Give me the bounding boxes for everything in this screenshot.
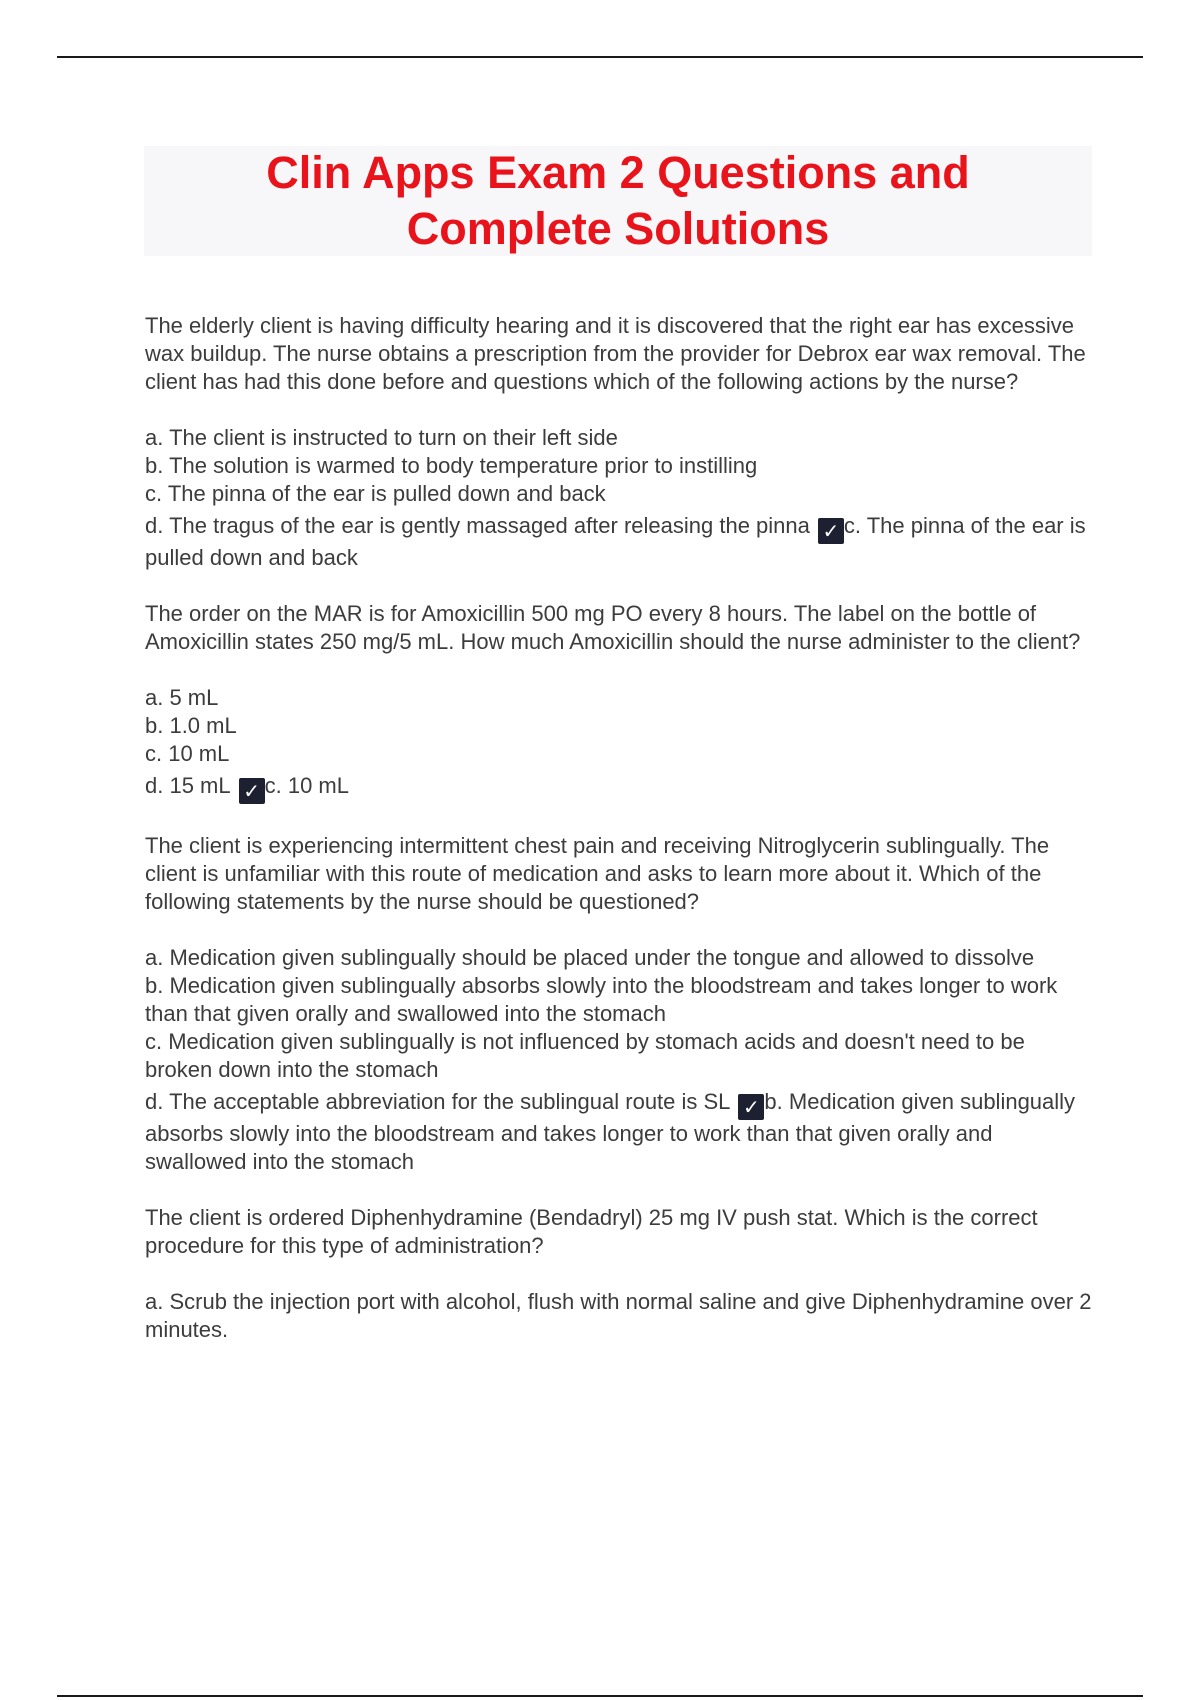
question-3-prompt: The client is experiencing intermittent chest pain and receiving Nitroglycerin sublingually. The client is unfamiliar with this route of medication and asks to learn more about it. Which of the following statements by the nurse should be questioned? (145, 833, 1050, 914)
document-title-line-2: Complete Solutions (406, 203, 830, 254)
question-2-option-b: b. 1.0 mL (145, 713, 237, 738)
question-1-prompt: The elderly client is having difficulty hearing and it is discovered that the right ear has excessive wax buildup. The nurse obtains a prescription from the provider for Debrox ear wax removal. The client has had this done before and questions which of the following actions by the nurse? (145, 313, 1086, 394)
question-2-option-c: c. 10 mL (145, 741, 230, 766)
title-banner (144, 146, 1092, 256)
document-body (145, 312, 1095, 1372)
question-1-option-d: d. The tragus of the ear is gently massaged after releasing the pinna (145, 513, 810, 538)
question-1-option-c: c. The pinna of the ear is pulled down and back (145, 481, 606, 506)
question-block-3 (145, 832, 1095, 1176)
question-3-option-b: b. Medication given sublingually absorbs slowly into the bloodstream and takes longer to work than that given orally and swallowed into the stomach (145, 973, 1058, 1026)
question-4-option-a: a. Scrub the injection port with alcohol, flush with normal saline and give Diphenhydramine over 2 minutes. (145, 1289, 1092, 1342)
question-3-option-d-with-answer (145, 1088, 1095, 1176)
bottom-rule (57, 1695, 1143, 1697)
question-1-option-d-with-answer (145, 512, 1095, 572)
question-2-answer: c. 10 mL (264, 773, 349, 798)
question-block-1 (145, 312, 1095, 572)
question-3-options (145, 944, 1095, 1176)
question-2-options (145, 684, 1095, 804)
top-rule (57, 56, 1143, 58)
question-3-option-c: c. Medication given sublingually is not influenced by stomach acids and doesn't need to be broken down into the stomach (145, 1029, 1025, 1082)
question-2-prompt: The order on the MAR is for Amoxicillin 500 mg PO every 8 hours. The label on the bottle of Amoxicillin states 250 mg/5 mL. How much Amoxicillin should the nurse administer to the client? (145, 601, 1081, 654)
question-3-answer: b. Medication given sublingually absorbs slowly into the bloodstream and takes longer to work than that given orally and swallowed into the stomach (145, 1089, 1076, 1174)
question-1-option-b: b. The solution is warmed to body temperature prior to instilling (145, 453, 758, 478)
document-title-line-1: Clin Apps Exam 2 Questions and (266, 147, 970, 198)
checkmark-icon: ✓ (818, 518, 844, 544)
question-4-options (145, 1288, 1095, 1344)
question-2-option-d: d. 15 mL (145, 773, 231, 798)
question-3-option-d: d. The acceptable abbreviation for the sublingual route is SL (145, 1089, 731, 1114)
question-4-prompt: The client is ordered Diphenhydramine (Bendadryl) 25 mg IV push stat. Which is the correct procedure for this type of administration? (145, 1205, 1038, 1258)
question-1-option-a: a. The client is instructed to turn on their left side (145, 425, 618, 450)
question-2-option-a: a. 5 mL (145, 685, 219, 710)
checkmark-icon: ✓ (239, 778, 265, 804)
question-block-2 (145, 600, 1095, 804)
question-2-option-d-with-answer (145, 772, 1095, 804)
checkmark-icon: ✓ (738, 1094, 764, 1120)
question-1-answer: c. The pinna of the ear is pulled down and back (145, 513, 1086, 570)
question-1-options (145, 424, 1095, 572)
question-block-4 (145, 1204, 1095, 1344)
question-3-option-a: a. Medication given sublingually should be placed under the tongue and allowed to dissolve (145, 945, 1035, 970)
